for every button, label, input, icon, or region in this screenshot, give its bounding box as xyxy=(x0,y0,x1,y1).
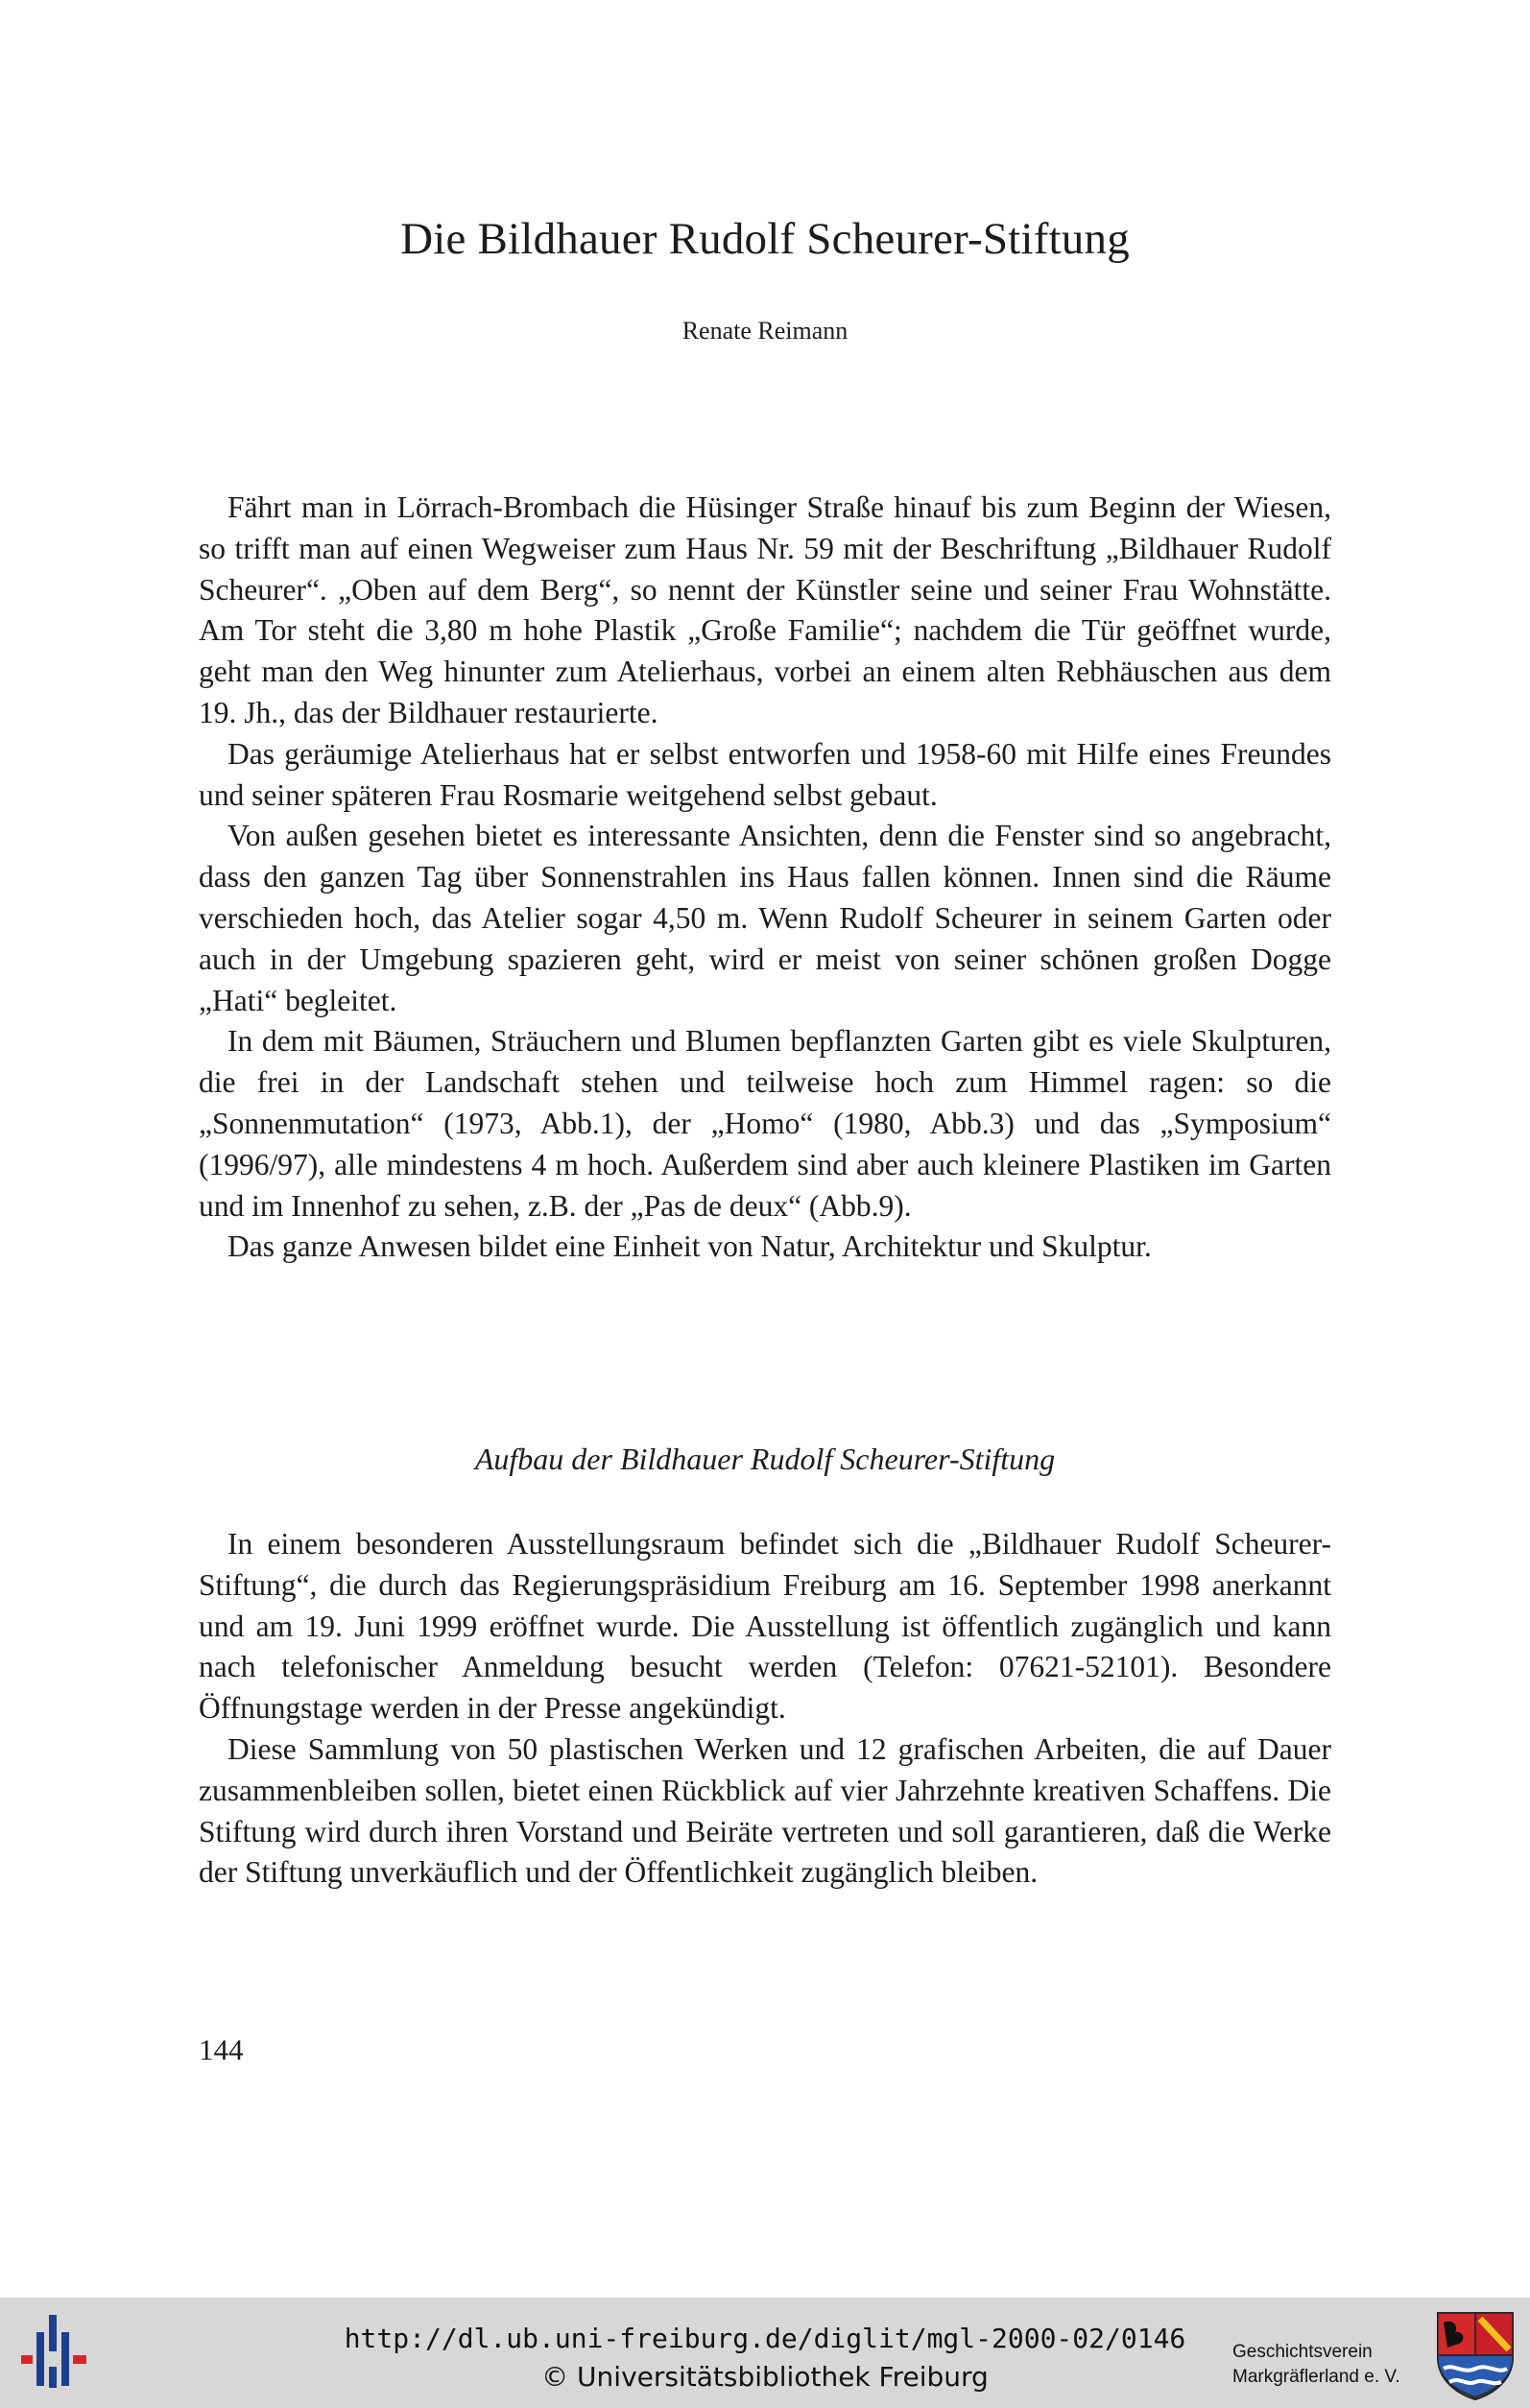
paragraph: Fährt man in Lörrach-Brombach die Hüsinger Straße hinauf bis zum Beginn der Wiesen, so trifft man auf einen Wegweiser zum Haus Nr. 59 mit der Beschriftung „Bildhauer Rudolf Scheurer“. „Oben auf dem Berg“, so nennt der Künstler seine und seiner Frau Wohnstätte. Am Tor steht die 3,80 m hohe Plastik „Große Familie“; nachdem die Tür geöffnet wurde, geht man den Weg hinunter zum Atelierhaus, vorbei an einem alten Rebhäuschen aus dem 19. Jh., das der Bildhauer restaurierte. xyxy=(199,490,1331,729)
paragraph: Von außen gesehen bietet es interessante Ansichten, denn die Fenster sind so angebracht, dass den ganzen Tag über Sonnenstrahlen ins Haus fallen können. Innen sind die Räume verschieden hoch, das Atelier sogar 4,50 m. Wenn Rudolf Scheurer in seinem Garten oder auch in der Umgebung spazieren geht, wird er meist von seiner schönen großen Dogge „Hati“ begleitet. xyxy=(199,819,1331,1017)
coat-of-arms-icon xyxy=(1434,2309,1517,2401)
body-section-1 xyxy=(199,488,1331,1268)
author-name: Renate Reimann xyxy=(681,317,849,345)
document-url-link[interactable]: http://dl.ub.uni-freiburg.de/diglit/mgl-2000-02/0146 xyxy=(344,2323,1186,2354)
body-section-2 xyxy=(199,1524,1331,1894)
paragraph: In dem mit Bäumen, Sträuchern und Blumen bepflanzten Garten gibt es viele Skulpturen, die frei in der Landschaft stehen und teilweise hoch zum Himmel ragen: so die „Sonnenmutation“ (1973, Abb.1), der „Homo“ (1980, Abb.3) und das „Symposium“ (1996/97), alle mindestens 4 m hoch. Außerdem sind aber auch kleinere Plastiken im Garten und im Innenhof zu sehen, z.B. der „Pas de deux“ (Abb.9). xyxy=(199,1024,1331,1223)
organization-line-1: Geschichtsverein xyxy=(1232,2342,1373,2362)
copyright-notice: © Universitätsbibliothek Freiburg xyxy=(541,2361,989,2393)
footer-bar xyxy=(0,2298,1530,2408)
paragraph: In einem besonderen Ausstellungsraum befindet sich die „Bildhauer Rudolf Scheurer-Stiftung“, die durch das Regierungspräsidium Freiburg am 16. September 1998 anerkannt und am 19. Juni 1999 eröffnet wurde. Die Ausstellung ist öffentlich zugänglich und kann nach telefonischer Anmeldung besucht werden (Telefon: 07621-52101). Besondere Öffnungstage werden in der Presse angekündigt. xyxy=(199,1527,1331,1726)
paragraph: Diese Sammlung von 50 plastischen Werken und 12 grafischen Arbeiten, die auf Dauer zusammenbleiben sollen, bietet einen Rückblick auf vier Jahrzehnte kreativen Schaffens. Die Stiftung wird durch ihren Vorstand und Beiräte vertreten und soll garantieren, daß die Werke der Stiftung unverkäuflich und der Öffentlichkeit zugänglich bleiben. xyxy=(199,1731,1331,1890)
page-title: Die Bildhauer Rudolf Scheurer-Stiftung xyxy=(400,214,1130,264)
paragraph: Das geräumige Atelierhaus hat er selbst entworfen und 1958-60 mit Hilfe eines Freundes und seiner späteren Frau Rosmarie weitgehend selbst gebaut. xyxy=(199,736,1331,812)
organization-line-2: Markgräflerland e. V. xyxy=(1232,2367,1400,2387)
section-heading: Aufbau der Bildhauer Rudolf Scheurer-Stiftung xyxy=(474,1442,1056,1476)
organization-name xyxy=(1232,2340,1424,2390)
paragraph: Das ganze Anwesen bildet eine Einheit von Natur, Architektur und Skulptur. xyxy=(227,1229,1152,1264)
page-number: 144 xyxy=(199,2033,244,2066)
